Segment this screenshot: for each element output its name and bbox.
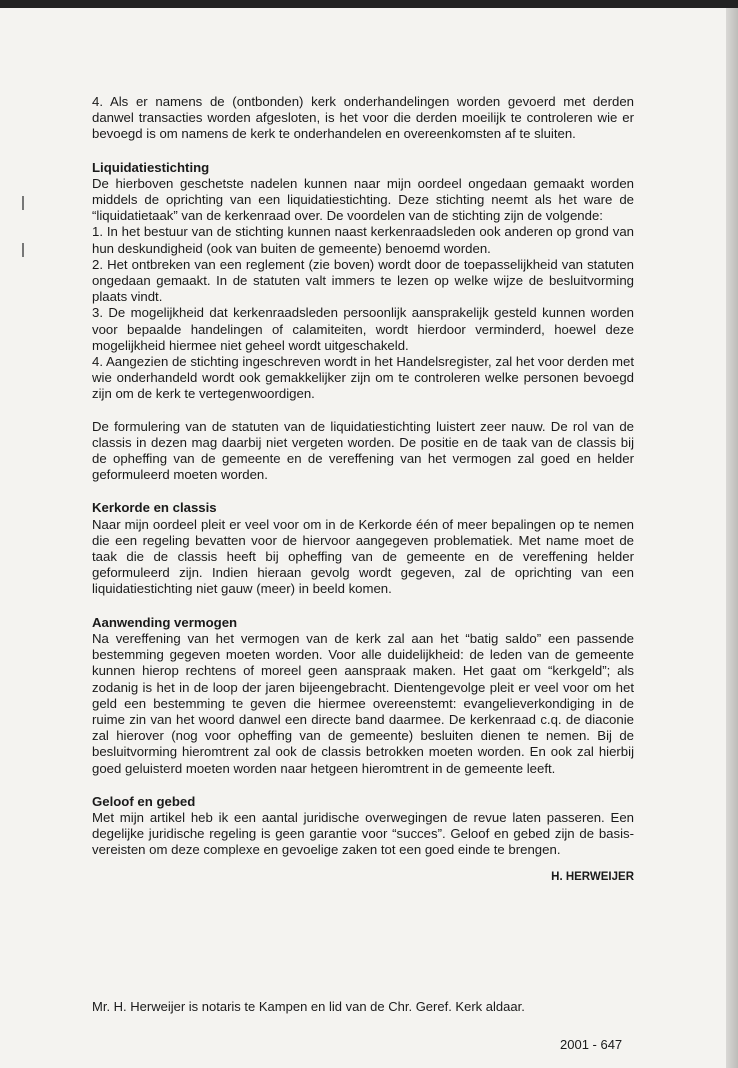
paragraph: Naar mijn oordeel pleit er veel voor om in de Kerkorde één of meer bepalingen op te nemen die een regeling bevatten voor de hiervoor aangegeven problematiek. Met name moet de taak die de classis heeft bij opheffing van de gemeente en de vereffening helder geformuleerd zijn. Indien hieraan gevolg wordt gegeven, zal de oprichting van een liquidatiestichting niet gauw (meer) in beeld komen. — [92, 516, 634, 597]
page-number: 2001 - 647 — [560, 1037, 623, 1052]
section-heading: Liquidatiestichting — [92, 159, 210, 175]
scan-top-border — [0, 0, 738, 8]
paragraph: De formulering van de statuten van de liquidatiestichting luistert zeer nauw. De rol van de classis in dezen mag daarbij niet vergeten worden. De positie en de taak van de classis bij de opheffing van de gemeente en de vereffening van het vermogen zal goed en helder geformuleerd moeten worden. — [92, 418, 634, 483]
paragraph: Na vereffening van het vermogen van de kerk zal aan het “batig saldo” een passende bestemming gegeven moeten worden. Voor alle duidelijkheid: de leden van de gemeente kunnen hierop rechtens of moreel geen aanspraak maken. Het gaat om “kerkgeld”; als zodanig is het in de loop der jaren bijeengebracht. Dientengevolge pleit er veel voor om het geld een bestemming te geven die hiermee overeenstemt: evangelieverkondiging in de ruime zin van het woord danwel een directe band daarmee. De kerkenraad c.q. de diaconie zal hierover (nog voor opheffing van de gemeente) besluiten dienen te nemen. Bij de besluitvorming hieromtrent zal ook de classis betrokken moeten worden. En ook zal hierbij goed geluisterd moeten worden naar hetgeen hieromtrent in de gemeente leeft. — [92, 630, 634, 776]
paragraph: Met mijn artikel heb ik een aantal juridische overwegingen de revue laten passeren. Een degelijke juridische regeling is geen garantie voor “succes”. Geloof en gebed zijn de basis-vereisten om deze complexe en gevoelige zaken tot een goed einde te brengen. — [92, 809, 634, 858]
margin-mark — [22, 243, 24, 257]
section-heading: Kerkorde en classis — [92, 500, 217, 516]
list-item: 4. Aangezien de stichting ingeschreven wordt in het Handelsregister, zal het voor derden met wie onderhandeld wordt ook gemakkelijker zijn om te controleren welke personen bevoegd zijn om de kerk te vertegenwoordigen. — [92, 354, 634, 402]
paragraph: De hierboven geschetste nadelen kunnen naar mijn oordeel ongedaan gemaakt worden middels de oprichting van een liquidatiestichting. Deze stichting neemt als het ware de “liquidatietaak” van de kerkenraad over. De voordelen van de stichting zijn de volgende: — [92, 175, 634, 224]
article-body — [92, 94, 634, 896]
author-note: Mr. H. Herweijer is notaris te Kampen en lid van de Chr. Geref. Kerk aldaar. — [92, 999, 525, 1014]
section-heading: Aanwending vermogen — [92, 614, 238, 630]
list-item: 2. Het ontbreken van een reglement (zie boven) wordt door de toepasselijkheid van statuten ongedaan gemaakt. In de statuten valt immers te lezen op welke wijze de besluitvorming plaats vindt. — [92, 256, 634, 305]
list-item: 3. De mogelijkheid dat kerkenraadsleden persoonlijk aansprakelijk gesteld kunnen worden voor bepaalde handelingen of calamiteiten, wordt hierdoor verminderd, hoewel deze mogelijkheid hiermee niet geheel wordt uitgeschakeld. — [92, 305, 634, 353]
section-heading: Geloof en gebed — [92, 793, 196, 809]
margin-mark — [22, 196, 24, 210]
scan-right-edge — [726, 8, 738, 1068]
list-item: 1. In het bestuur van de stichting kunnen naast kerkenraadsleden ook anderen op grond van hun deskundigheid (ook van buiten de gemeente) benoemd worden. — [92, 224, 634, 256]
list-item: 4. Als er namens de (ontbonden) kerk onderhandelingen worden gevoerd met derden danwel transacties worden afgesloten, is het voor die derden moeilijk te controleren wie er bevoegd is om namens de kerk te onderhandelen en overeenkomsten af te sluiten. — [92, 94, 634, 142]
author-signature: H. HERWEIJER — [551, 870, 634, 883]
